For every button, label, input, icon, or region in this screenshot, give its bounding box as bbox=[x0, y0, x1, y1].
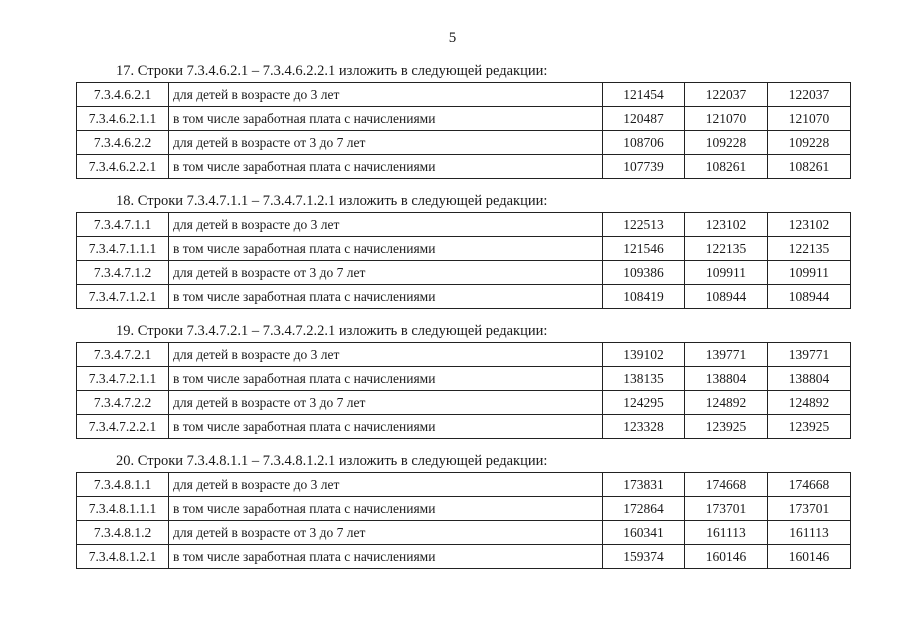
section-19 bbox=[76, 320, 850, 439]
row-value-1: 107739 bbox=[603, 155, 685, 179]
row-description: в том числе заработная плата с начислениями bbox=[169, 107, 603, 131]
row-description: в том числе заработная плата с начислениями bbox=[169, 545, 603, 569]
table-row bbox=[77, 261, 851, 285]
row-value-2: 161113 bbox=[685, 521, 768, 545]
row-code: 7.3.4.7.2.2 bbox=[77, 391, 169, 415]
row-value-2: 123925 bbox=[685, 415, 768, 439]
row-value-3: 138804 bbox=[768, 367, 851, 391]
row-description: для детей в возрасте до 3 лет bbox=[169, 83, 603, 107]
section-18 bbox=[76, 190, 850, 309]
table-row bbox=[77, 497, 851, 521]
row-value-2: 138804 bbox=[685, 367, 768, 391]
table-row bbox=[77, 155, 851, 179]
row-value-1: 122513 bbox=[603, 213, 685, 237]
row-value-1: 108706 bbox=[603, 131, 685, 155]
row-value-1: 138135 bbox=[603, 367, 685, 391]
row-value-1: 109386 bbox=[603, 261, 685, 285]
amendment-table bbox=[76, 82, 851, 179]
row-value-2: 139771 bbox=[685, 343, 768, 367]
row-description: в том числе заработная плата с начислениями bbox=[169, 415, 603, 439]
row-description: для детей в возрасте от 3 до 7 лет bbox=[169, 391, 603, 415]
row-value-2: 121070 bbox=[685, 107, 768, 131]
row-code: 7.3.4.8.1.1.1 bbox=[77, 497, 169, 521]
row-value-1: 120487 bbox=[603, 107, 685, 131]
row-value-3: 173701 bbox=[768, 497, 851, 521]
row-description: для детей в возрасте до 3 лет bbox=[169, 343, 603, 367]
row-description: в том числе заработная плата с начислениями bbox=[169, 497, 603, 521]
row-value-2: 160146 bbox=[685, 545, 768, 569]
row-code: 7.3.4.7.1.2 bbox=[77, 261, 169, 285]
row-value-2: 108261 bbox=[685, 155, 768, 179]
table-row bbox=[77, 473, 851, 497]
table-row bbox=[77, 415, 851, 439]
row-description: в том числе заработная плата с начислениями bbox=[169, 155, 603, 179]
row-value-3: 161113 bbox=[768, 521, 851, 545]
section-20 bbox=[76, 450, 850, 569]
row-value-2: 173701 bbox=[685, 497, 768, 521]
row-description: для детей в возрасте от 3 до 7 лет bbox=[169, 261, 603, 285]
table-row bbox=[77, 343, 851, 367]
row-code: 7.3.4.7.2.1 bbox=[77, 343, 169, 367]
row-description: для детей в возрасте от 3 до 7 лет bbox=[169, 131, 603, 155]
row-value-1: 159374 bbox=[603, 545, 685, 569]
table-row bbox=[77, 367, 851, 391]
row-value-3: 108261 bbox=[768, 155, 851, 179]
row-value-2: 109911 bbox=[685, 261, 768, 285]
section-heading: 17. Строки 7.3.4.6.2.1 – 7.3.4.6.2.2.1 изложить в следующей редакции: bbox=[116, 63, 548, 79]
row-code: 7.3.4.8.1.2 bbox=[77, 521, 169, 545]
row-value-1: 121454 bbox=[603, 83, 685, 107]
row-description: для детей в возрасте до 3 лет bbox=[169, 213, 603, 237]
row-code: 7.3.4.8.1.2.1 bbox=[77, 545, 169, 569]
row-code: 7.3.4.7.2.1.1 bbox=[77, 367, 169, 391]
row-code: 7.3.4.7.1.1.1 bbox=[77, 237, 169, 261]
row-value-3: 122037 bbox=[768, 83, 851, 107]
row-value-3: 122135 bbox=[768, 237, 851, 261]
row-value-1: 160341 bbox=[603, 521, 685, 545]
row-code: 7.3.4.7.1.1 bbox=[77, 213, 169, 237]
section-17 bbox=[76, 60, 850, 179]
amendment-table bbox=[76, 472, 851, 569]
row-description: для детей в возрасте от 3 до 7 лет bbox=[169, 521, 603, 545]
table-row bbox=[77, 83, 851, 107]
row-code: 7.3.4.6.2.1 bbox=[77, 83, 169, 107]
row-value-3: 139771 bbox=[768, 343, 851, 367]
section-heading: 18. Строки 7.3.4.7.1.1 – 7.3.4.7.1.2.1 изложить в следующей редакции: bbox=[116, 193, 548, 209]
row-value-2: 123102 bbox=[685, 213, 768, 237]
row-value-1: 172864 bbox=[603, 497, 685, 521]
row-code: 7.3.4.7.1.2.1 bbox=[77, 285, 169, 309]
amendment-table bbox=[76, 342, 851, 439]
table-row bbox=[77, 237, 851, 261]
row-description: в том числе заработная плата с начислениями bbox=[169, 237, 603, 261]
row-value-1: 124295 bbox=[603, 391, 685, 415]
row-description: в том числе заработная плата с начислениями bbox=[169, 367, 603, 391]
row-value-2: 174668 bbox=[685, 473, 768, 497]
table-row bbox=[77, 521, 851, 545]
table-row bbox=[77, 213, 851, 237]
row-value-3: 109228 bbox=[768, 131, 851, 155]
row-value-3: 160146 bbox=[768, 545, 851, 569]
row-value-2: 124892 bbox=[685, 391, 768, 415]
table-row bbox=[77, 285, 851, 309]
row-code: 7.3.4.6.2.2 bbox=[77, 131, 169, 155]
row-value-2: 108944 bbox=[685, 285, 768, 309]
row-value-1: 108419 bbox=[603, 285, 685, 309]
row-description: в том числе заработная плата с начислениями bbox=[169, 285, 603, 309]
row-value-2: 122037 bbox=[685, 83, 768, 107]
row-description: для детей в возрасте до 3 лет bbox=[169, 473, 603, 497]
row-value-2: 122135 bbox=[685, 237, 768, 261]
row-value-1: 173831 bbox=[603, 473, 685, 497]
table-row bbox=[77, 391, 851, 415]
row-value-3: 174668 bbox=[768, 473, 851, 497]
row-value-3: 123925 bbox=[768, 415, 851, 439]
row-code: 7.3.4.6.2.2.1 bbox=[77, 155, 169, 179]
row-value-1: 123328 bbox=[603, 415, 685, 439]
row-value-1: 139102 bbox=[603, 343, 685, 367]
row-value-3: 121070 bbox=[768, 107, 851, 131]
table-row bbox=[77, 107, 851, 131]
row-code: 7.3.4.6.2.1.1 bbox=[77, 107, 169, 131]
row-value-3: 123102 bbox=[768, 213, 851, 237]
page-number: 5 bbox=[448, 30, 457, 46]
section-heading: 19. Строки 7.3.4.7.2.1 – 7.3.4.7.2.2.1 изложить в следующей редакции: bbox=[116, 323, 548, 339]
row-code: 7.3.4.7.2.2.1 bbox=[77, 415, 169, 439]
row-value-3: 109911 bbox=[768, 261, 851, 285]
section-heading: 20. Строки 7.3.4.8.1.1 – 7.3.4.8.1.2.1 изложить в следующей редакции: bbox=[116, 453, 548, 469]
table-row bbox=[77, 131, 851, 155]
row-code: 7.3.4.8.1.1 bbox=[77, 473, 169, 497]
row-value-3: 124892 bbox=[768, 391, 851, 415]
amendment-table bbox=[76, 212, 851, 309]
row-value-3: 108944 bbox=[768, 285, 851, 309]
row-value-2: 109228 bbox=[685, 131, 768, 155]
row-value-1: 121546 bbox=[603, 237, 685, 261]
table-row bbox=[77, 545, 851, 569]
